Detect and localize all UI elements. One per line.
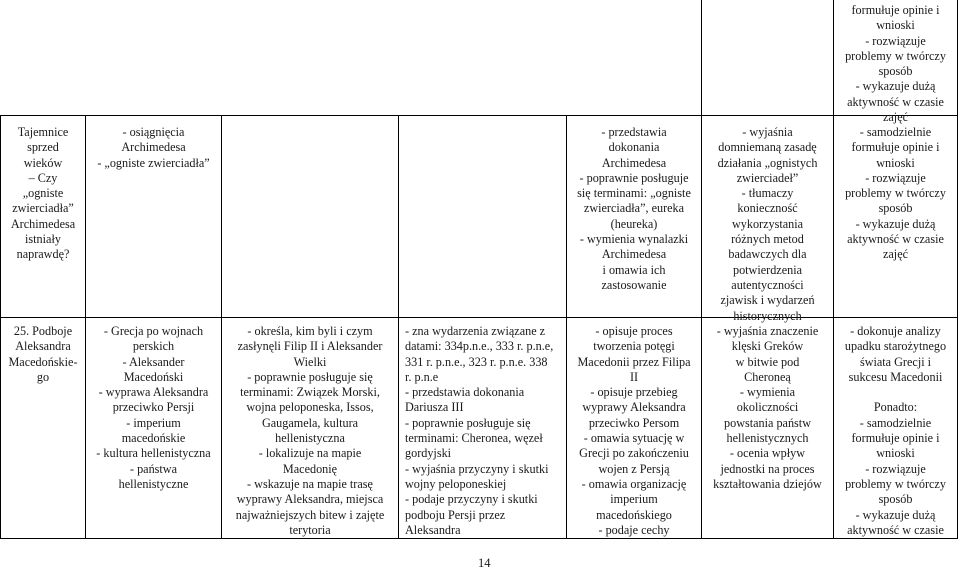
row2-content: - Grecja po wojnach perskich - Aleksander Macedoński - wyprawa Aleksandra przeciwko Persji - imperium macedońskie - kultura hellenistyczna - państwa hellenistyczne [96,324,211,491]
row2-extended: - zna wydarzenia związane z datami: 334p.n.e., 333 r. p.n.e, 331 r. p.n.e., 323 r. p.n.e. 338 r. p.n.e - przedstawia dokonania Dariusza III - poprawnie posługuje się terminami: Cheronea, węzeł gordyjski - wyjaśnia przyczyny i skutki wojny peloponeskiej - podaje przyczyny i skutki podboju Persji przez Aleksandra [405,324,554,537]
row2-expanded: - wyjaśnia znaczenie klęski Greków w bitwie pod Cheroneą - wymienia okoliczności powstania państw hellenistycznych - ocenia wpływ jednostki na proces kształtowania dziejów [713,324,822,491]
row2-basic: - określa, kim byli i czym zasłynęli Filip II i Aleksander Wielki - poprawnie posługuje się terminami: Związek Morski, wojna peloponeska, Issos, Gaugamela, kultura hellenistyczna - lokalizuje na mapie Macedonię - wskazuje na mapie trasę wyprawy Aleksandra, miejsca najważniejszych bitew i zajęte terytoria [235,324,385,537]
row2-topic: 25. Podboje Aleksandra Macedońskie- go [8,324,78,384]
row1-expanded: - wyjaśnia domniemaną zasadę działania „ognistych zwierciadeł” - tłumaczy konieczność wykorzystania różnych metod badawczych dla potwierdzenia autentyczności zjawisk i wydarzeń historycznych [717,125,818,323]
page-number: 14 [478,556,491,570]
column-divider [398,115,399,539]
row1-content: - osiągnięcia Archimedesa - „ogniste zwierciadła” [97,125,210,170]
row2-complementary: - opisuje proces tworzenia potęgi Macedonii przez Filipa II - opisuje przebieg wyprawy Aleksandra przeciwko Persom - omawia sytuację w Grecji po zakończeniu wojen z Persją - omawia organizację imperium macedońskiego - podaje cechy [577,324,691,537]
row1-topic: Tajemnice sprzed wieków – Czy „ogniste zwierciadła” Archimedesa istniały naprawdę? [10,125,76,262]
row2-outstanding: - dokonuje analizy upadku starożytnego świata Grecji i sukcesu Macedonii Ponadto: - samodzielnie formułuje opinie i wnioski - rozwiązuje problemy w twórczy sposób - wykazuje dużą aktywność w czasie [844,324,947,537]
table-border-right [957,0,958,539]
row1-outstanding: - samodzielnie formułuje opinie i wnioski - rozwiązuje problemy w twórczy sposób - wykazuje dużą aktywność w czasie zajęć [845,125,946,262]
row1-complementary: - przedstawia dokonania Archimedesa - poprawnie posługuje się terminami: „ogniste zwierciadła”, eureka (heureka) - wymienia wynalazki Archimedesa i omawia ich zastosowanie [577,125,691,292]
outstanding-grade-overflow: formułuje opinie i wnioski - rozwiązuje problemy w twórczy sposób - wykazuje dużą aktywność w czasie zajęć [845,3,946,125]
row-divider-top [0,115,958,116]
